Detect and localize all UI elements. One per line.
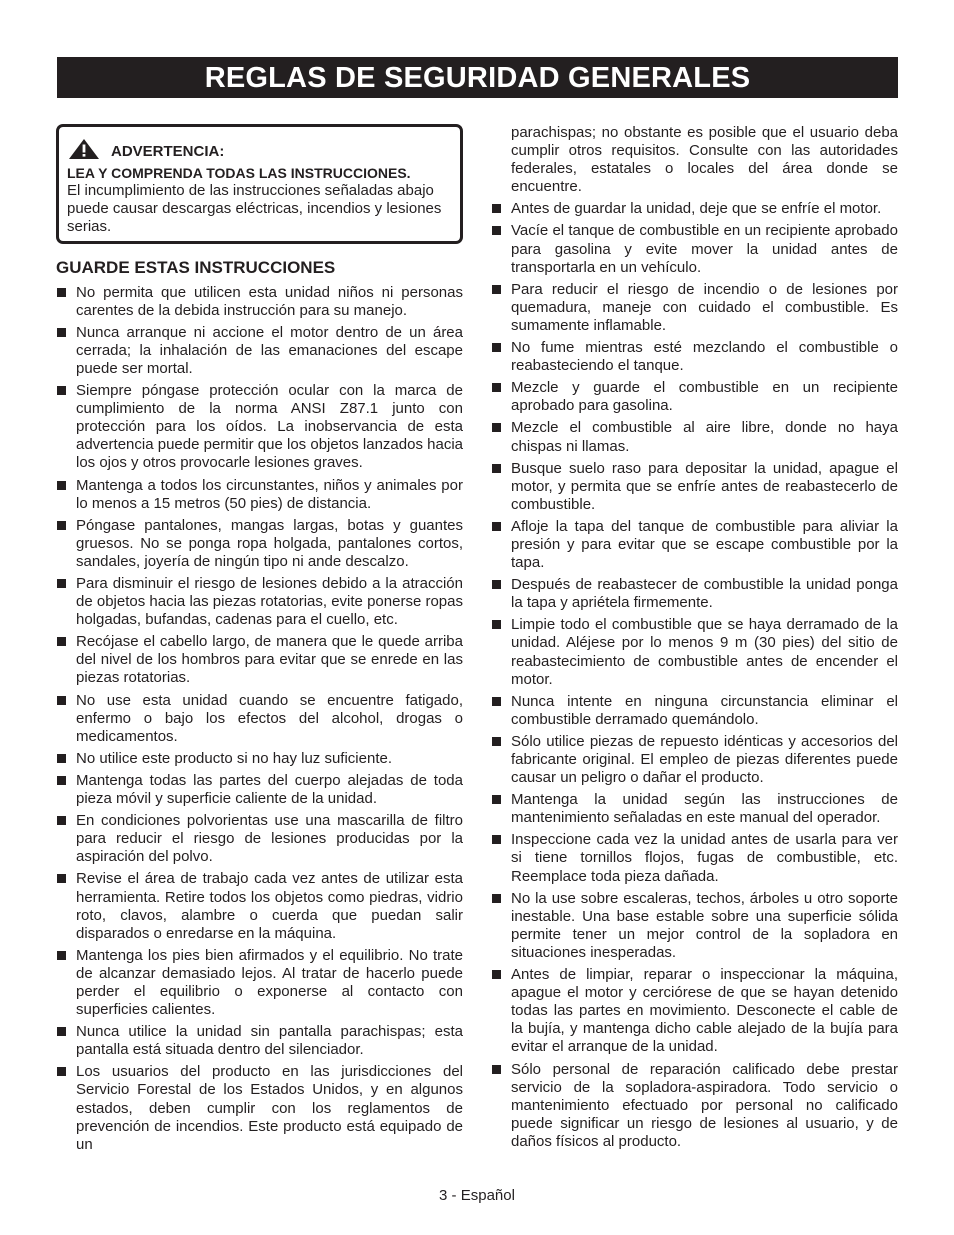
bullet-text: Mezcle y guarde el combustible en un recipiente aprobado para gasolina. bbox=[511, 379, 898, 415]
bullet-item bbox=[491, 616, 898, 688]
square-bullet-icon bbox=[492, 620, 501, 629]
bullet-item bbox=[56, 772, 463, 808]
bullet-item bbox=[491, 831, 898, 885]
bullet-item bbox=[56, 692, 463, 746]
bullet-item bbox=[491, 379, 898, 415]
bullet-item bbox=[56, 382, 463, 472]
square-bullet-icon bbox=[492, 970, 501, 979]
bullet-text: Después de reabastecer de combustible la unidad ponga la tapa y apriétela firmemente. bbox=[511, 576, 898, 612]
square-bullet-icon bbox=[492, 464, 501, 473]
bullet-item bbox=[491, 733, 898, 787]
square-bullet-icon bbox=[57, 288, 66, 297]
square-bullet-icon bbox=[492, 204, 501, 213]
bullet-item bbox=[491, 966, 898, 1056]
bullet-text: Limpie todo el combustible que se haya derramado de la unidad. Aléjese por lo menos 9 m (30 pies) del sitio de reabastecimiento de combustible antes de encender el motor. bbox=[511, 616, 898, 688]
square-bullet-icon bbox=[57, 481, 66, 490]
square-bullet-icon bbox=[492, 580, 501, 589]
warning-subheading: LEA Y COMPRENDA TODAS LAS INSTRUCCIONES. bbox=[67, 165, 411, 181]
bullet-item bbox=[56, 947, 463, 1019]
bullet-text: Nunca utilice la unidad sin pantalla parachispas; esta pantalla está situada dentro del silenciador. bbox=[76, 1023, 463, 1059]
bullet-item bbox=[491, 419, 898, 455]
bullet-item bbox=[491, 200, 898, 218]
bullet-item bbox=[491, 1061, 898, 1151]
bullet-text: Inspeccione cada vez la unidad antes de usarla para ver si tiene tornillos flojos, fugas de combustible, etc. Reemplace toda pieza dañada. bbox=[511, 831, 898, 885]
bullet-item bbox=[491, 890, 898, 962]
bullet-text: No use esta unidad cuando se encuentre fatigado, enfermo o bajo los efectos del alcohol, drogas o medicamentos. bbox=[76, 691, 463, 745]
bullet-item bbox=[56, 477, 463, 513]
bullet-item bbox=[56, 812, 463, 866]
square-bullet-icon bbox=[492, 226, 501, 235]
bullet-text: Antes de guardar la unidad, deje que se enfríe el motor. bbox=[511, 200, 882, 218]
bullet-text: Antes de limpiar, reparar o inspeccionar la máquina, apague el motor y cerciórese de que se hayan detenido todas las partes en movimiento. Desconecte el cable de la bujía, y mantenga dicho cable alejado de la bujía para evitar el arranque de la unidad. bbox=[511, 966, 898, 1056]
square-bullet-icon bbox=[492, 795, 501, 804]
bullet-item bbox=[56, 517, 463, 571]
bullet-item bbox=[491, 693, 898, 729]
square-bullet-icon bbox=[492, 1065, 501, 1074]
bullet-text: Nunca arranque ni accione el motor dentro de un área cerrada; la inhalación de las emanaciones del escape puede ser mortal. bbox=[76, 323, 463, 377]
continued-paragraph: parachispas; no obstante es posible que el usuario deba cumplir otros requisitos. Consulte con las autoridades federales, estatales o locales del área donde se encuentre. bbox=[511, 124, 898, 196]
bullet-item bbox=[56, 750, 463, 768]
bullet-text: Siempre póngase protección ocular con la marca de cumplimiento de la norma ANSI Z87.1 junto con protección para los oídos. La inobservancia de esta advertencia puede permitir que los objetos lanzados hacia los ojos y otros provocarle lesiones graves. bbox=[76, 382, 463, 472]
bullet-text: Mantenga todas las partes del cuerpo alejadas de toda pieza móvil y superficie caliente de la unidad. bbox=[76, 771, 463, 808]
warning-heading: ADVERTENCIA: bbox=[111, 142, 225, 160]
bullet-item bbox=[491, 281, 898, 335]
square-bullet-icon bbox=[57, 386, 66, 395]
square-bullet-icon bbox=[492, 423, 501, 432]
bullet-item bbox=[56, 870, 463, 942]
square-bullet-icon bbox=[492, 285, 501, 294]
square-bullet-icon bbox=[492, 737, 501, 746]
bullet-item bbox=[56, 324, 463, 378]
warning-header bbox=[67, 141, 452, 161]
square-bullet-icon bbox=[57, 776, 66, 785]
bullet-text: Mantenga a todos los circunstantes, niños y animales por lo menos a 15 metros (50 pies) de distancia. bbox=[76, 476, 463, 512]
bullet-item bbox=[56, 284, 463, 320]
square-bullet-icon bbox=[57, 696, 66, 705]
square-bullet-icon bbox=[492, 697, 501, 706]
bullet-text: Revise el área de trabajo cada vez antes de utilizar esta herramienta. Retire todos los objetos como piedras, vidrio roto, clavos, alambre o cuerda que puedan salir disparados o enredarse en la máquina. bbox=[76, 870, 463, 942]
bullet-text: No la use sobre escaleras, techos, árboles u otro soporte inestable. Una base estable sobre una superficie sólida permite tener un mejor control de la sopladora en situaciones inesperadas. bbox=[511, 889, 898, 961]
bullet-text: Póngase pantalones, mangas largas, botas y guantes gruesos. No se ponga ropa holgada, pantalones cortos, sandales, joyería de ningún tipo ni ande descalzo. bbox=[76, 516, 463, 570]
square-bullet-icon bbox=[57, 816, 66, 825]
warning-box bbox=[56, 124, 463, 244]
right-column bbox=[491, 124, 898, 1155]
square-bullet-icon bbox=[57, 951, 66, 960]
square-bullet-icon bbox=[492, 522, 501, 531]
bullet-text: Nunca intente en ninguna circunstancia eliminar el combustible derramado quemándolo. bbox=[511, 692, 898, 728]
warning-triangle-icon bbox=[69, 139, 99, 159]
bullet-item bbox=[56, 575, 463, 629]
square-bullet-icon bbox=[57, 637, 66, 646]
bullet-text: No fume mientras esté mezclando el combustible o reabasteciendo el tanque. bbox=[511, 339, 898, 375]
bullet-text: Mantenga la unidad según las instrucciones de mantenimiento señaladas en este manual del operador. bbox=[511, 791, 898, 827]
bullet-item bbox=[491, 576, 898, 612]
bullet-text: Afloje la tapa del tanque de combustible para aliviar la presión y para evitar que se escape combustible por la tapa. bbox=[511, 517, 898, 572]
square-bullet-icon bbox=[492, 894, 501, 903]
square-bullet-icon bbox=[57, 328, 66, 337]
bullet-text: No permita que utilicen esta unidad niños ni personas carentes de la debida instrucción para su manejo. bbox=[76, 283, 463, 319]
page-title: REGLAS DE SEGURIDAD GENERALES bbox=[57, 57, 898, 98]
warning-text: El incumplimiento de las instrucciones señaladas abajo puede causar descargas eléctricas, incendios y lesiones serias. bbox=[67, 182, 442, 236]
bullet-text: No utilice este producto si no hay luz suficiente. bbox=[76, 749, 393, 767]
bullet-text: Para reducir el riesgo de incendio o de lesiones por quemadura, maneje con cuidado el combustible. Es sumamente inflamable. bbox=[511, 280, 898, 334]
bullet-text: Vacíe el tanque de combustible en un recipiente aprobado para gasolina y evite mover la unidad antes de transportarla en un vehículo. bbox=[511, 222, 898, 276]
square-bullet-icon bbox=[492, 343, 501, 352]
square-bullet-icon bbox=[57, 1067, 66, 1076]
left-column bbox=[56, 124, 463, 1158]
square-bullet-icon bbox=[492, 835, 501, 844]
bullet-text: Para disminuir el riesgo de lesiones debido a la atracción de objetos hacia las piezas rotatorias, evite ponerse ropas holgadas, bufandas, cadenas para el cuello, etc. bbox=[76, 575, 463, 629]
square-bullet-icon bbox=[492, 383, 501, 392]
right-bullet-list bbox=[491, 200, 898, 1151]
square-bullet-icon bbox=[57, 874, 66, 883]
bullet-text: Recójase el cabello largo, de manera que le quede arriba del nivel de los hombros para evitar que se enrede en las piezas rotatorias. bbox=[76, 633, 463, 687]
square-bullet-icon bbox=[57, 579, 66, 588]
bullet-item bbox=[56, 1023, 463, 1059]
square-bullet-icon bbox=[57, 1027, 66, 1036]
bullet-text: Mezcle el combustible al aire libre, donde no haya chispas ni llamas. bbox=[511, 419, 898, 455]
bullet-text: En condiciones polvorientas use una mascarilla de filtro para reducir el riesgo de lesiones producidas por la aspiración del polvo. bbox=[76, 812, 463, 866]
bullet-text: Sólo utilice piezas de repuesto idénticas y accesorios del fabricante original. El empleo de piezas diferentes puede causar un peligro o dañar el producto. bbox=[511, 732, 898, 787]
bullet-item bbox=[56, 1063, 463, 1153]
left-bullet-list bbox=[56, 284, 463, 1154]
page-footer: 3 - Español bbox=[439, 1187, 515, 1204]
square-bullet-icon bbox=[57, 521, 66, 530]
square-bullet-icon bbox=[57, 754, 66, 763]
bullet-item bbox=[491, 518, 898, 572]
bullet-item bbox=[491, 339, 898, 375]
bullet-text: Mantenga los pies bien afirmados y el equilibrio. No trate de alcanzar demasiado lejos. Al tratar de hacerlo puede perder el equilibrio o exponerse al contacto con superficies calientes. bbox=[76, 946, 463, 1019]
bullet-text: Los usuarios del producto en las jurisdicciones del Servicio Forestal de los Estados Unidos, y en algunos estados, deben cumplir con los reglamentos de prevención de incendios. Este producto está equipado de un bbox=[76, 1063, 463, 1153]
bullet-item bbox=[56, 633, 463, 687]
bullet-item bbox=[491, 460, 898, 514]
bullet-item bbox=[491, 222, 898, 276]
bullet-item bbox=[491, 791, 898, 827]
bullet-text: Busque suelo raso para depositar la unidad, apague el motor, y permita que se enfríe antes de reabastecerlo de combustible. bbox=[511, 459, 898, 513]
bullet-text: Sólo personal de reparación calificado debe prestar servicio de la sopladora-aspiradora. Todo servicio o mantenimiento efectuado por personal no calificado puede significar un riesgo de lesiones al usuario, y de daños físicos al producto. bbox=[511, 1060, 898, 1150]
section-heading: GUARDE ESTAS INSTRUCCIONES bbox=[56, 257, 336, 277]
